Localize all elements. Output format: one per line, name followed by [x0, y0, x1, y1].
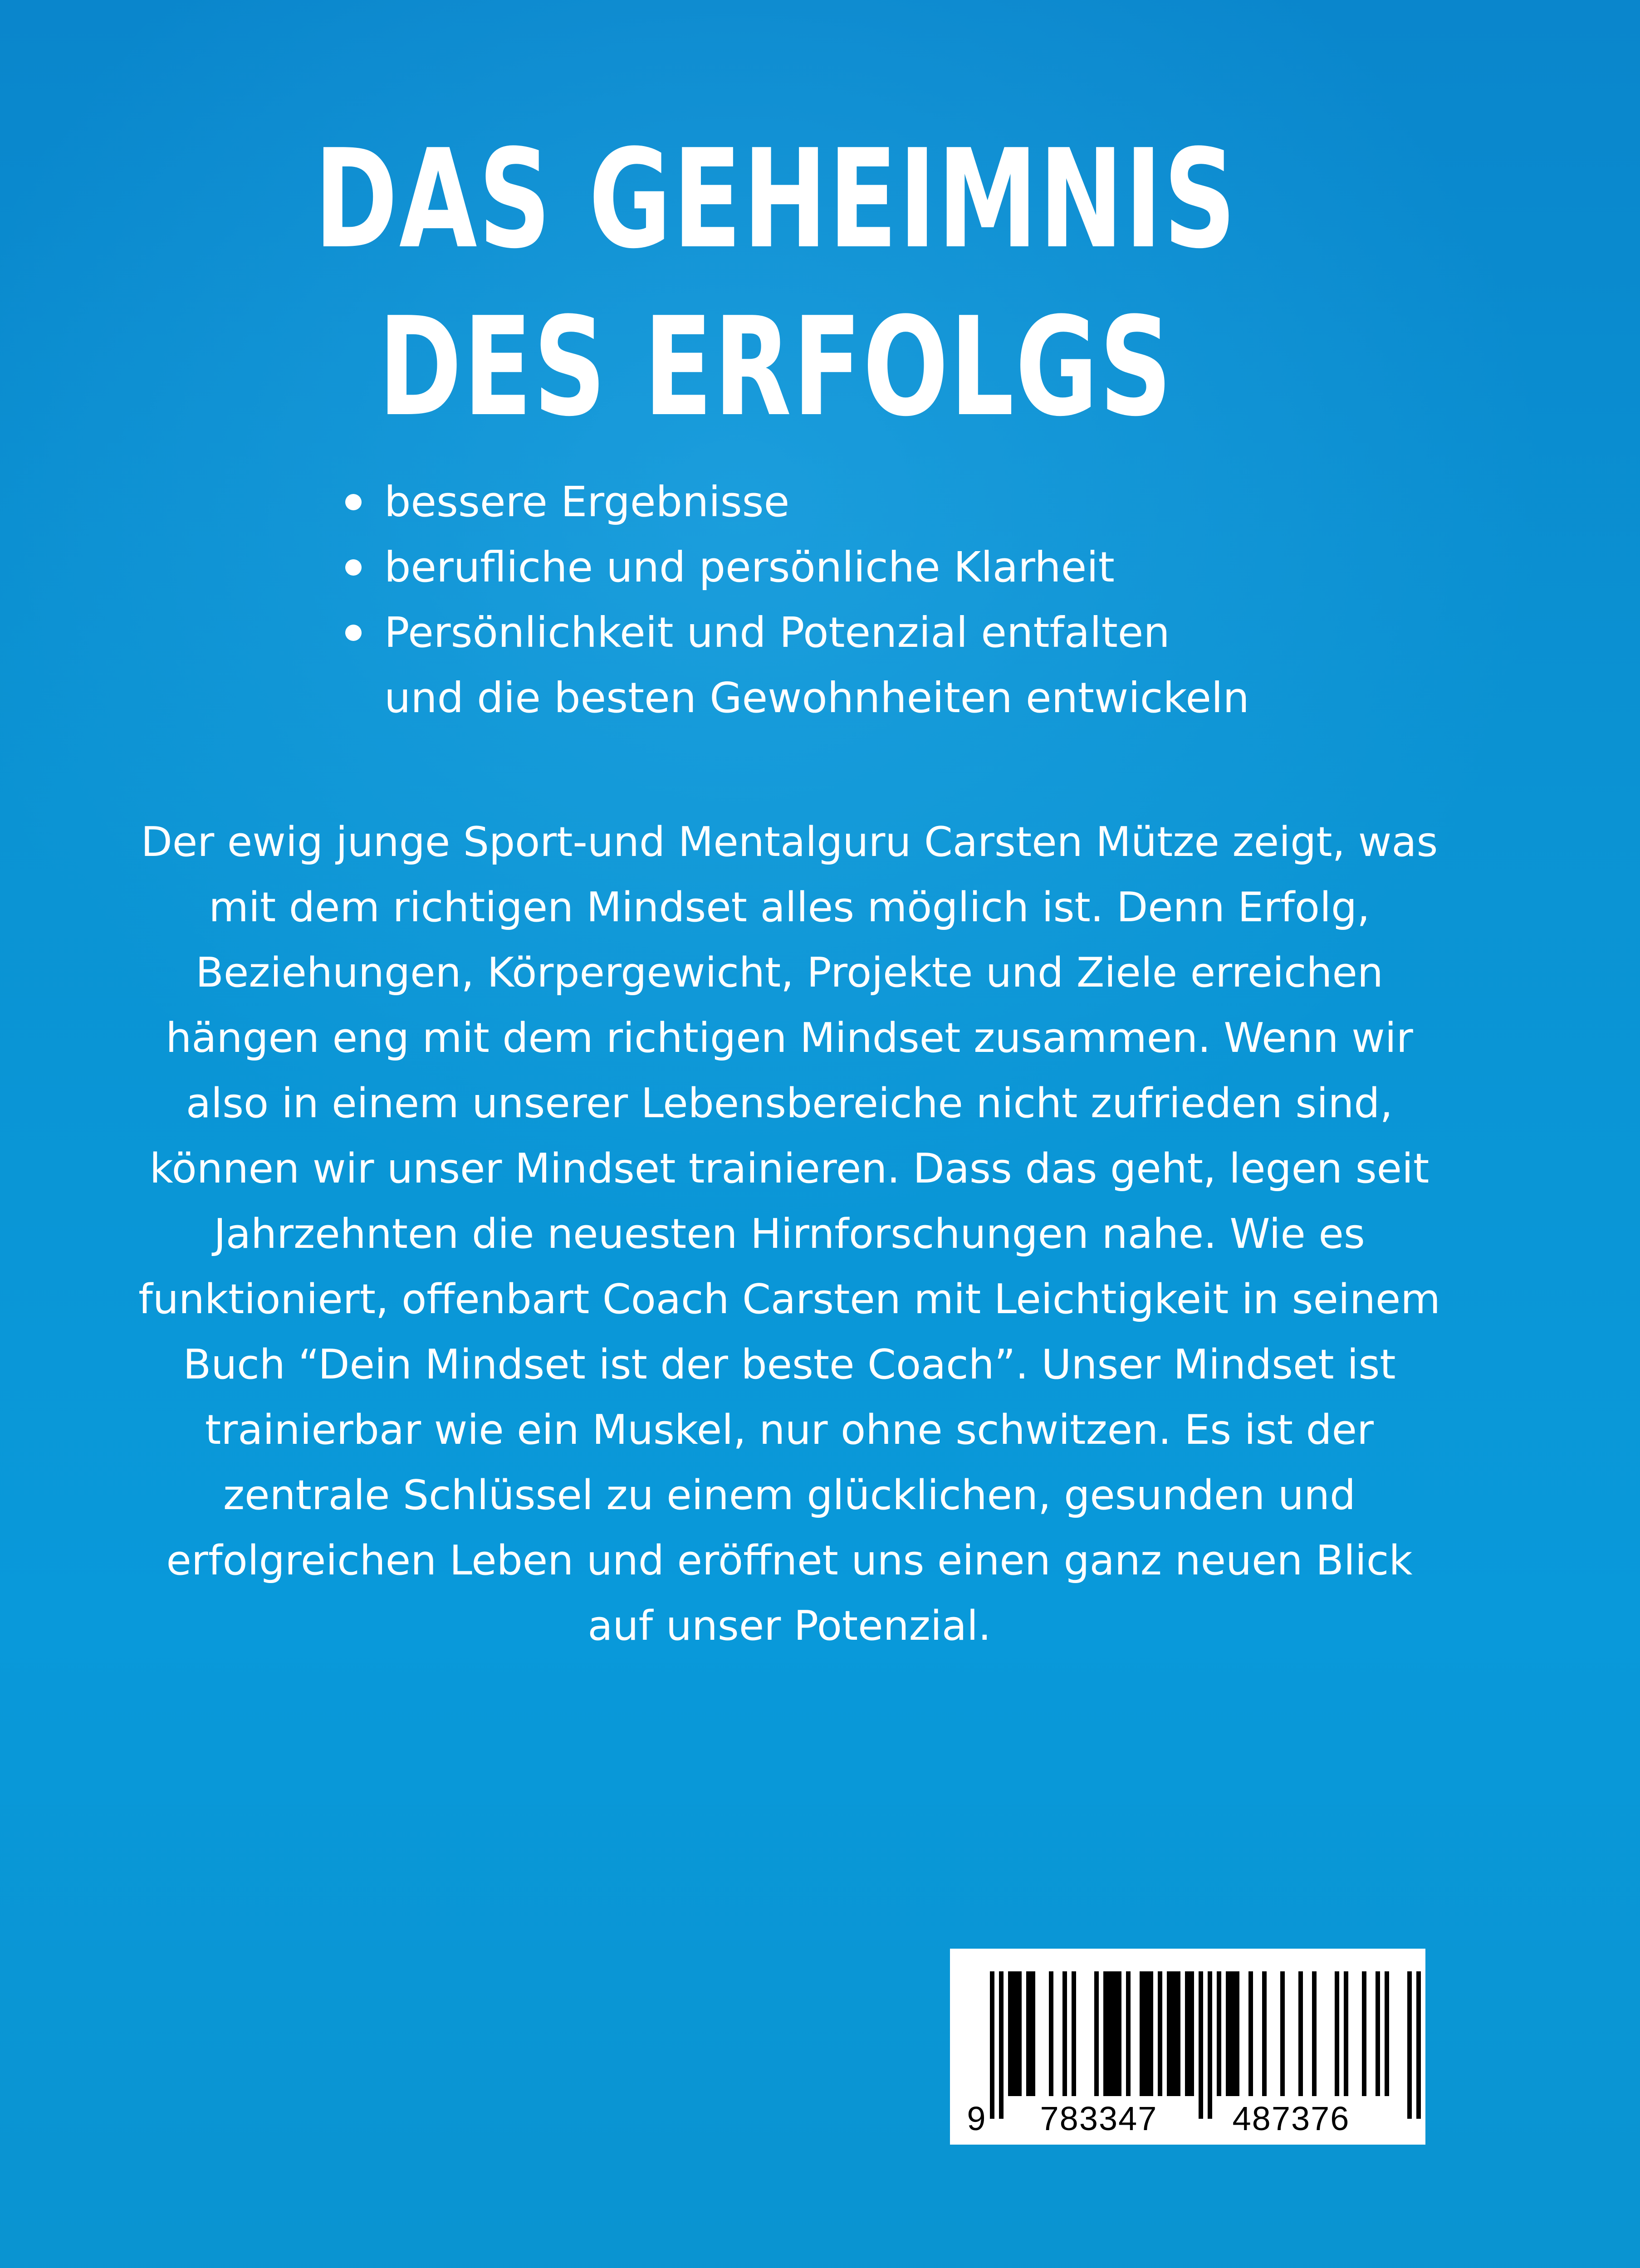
barcode-bar	[1344, 1971, 1348, 2096]
bullet-dot-icon	[345, 559, 362, 576]
barcode-first-digit: 9	[967, 2100, 986, 2137]
barcode-bar	[1335, 1971, 1339, 2096]
barcode-bar	[1226, 1971, 1239, 2096]
description-line: hängen eng mit dem richtigen Mindset zusammen. Wenn wir	[166, 1014, 1413, 1062]
description-line: auf unser Potenzial.	[587, 1602, 991, 1650]
description-line: Der ewig junge Sport-und Mentalguru Carsten Mütze zeigt, was	[141, 818, 1438, 866]
barcode-bar	[1262, 1971, 1267, 2096]
title-line-2: DES ERFOLGS	[378, 288, 1174, 446]
list-item-text: bessere Ergebnisse	[384, 478, 790, 526]
barcode-bar	[1362, 1971, 1366, 2096]
bullet-dot-icon	[345, 625, 362, 641]
barcode-guard-bar	[1416, 1971, 1421, 2119]
description-line: Beziehungen, Körpergewicht, Projekte und Ziele erreichen	[196, 949, 1383, 997]
barcode-bar	[1167, 1971, 1180, 2096]
barcode-guard-bar	[1199, 1971, 1203, 2119]
title-line-1: DAS GEHEIMNIS	[314, 120, 1238, 279]
description-line: erfolgreichen Leben und eröffnet uns einen ganz neuen Blick	[166, 1537, 1413, 1584]
list-item	[343, 469, 1249, 535]
bullet-dot-icon	[345, 494, 362, 510]
barcode-bars	[990, 1971, 1421, 2119]
barcode-bar	[1376, 1971, 1380, 2096]
description-line: funktioniert, offenbart Coach Carsten mit Leichtigkeit in seinem	[138, 1276, 1440, 1323]
barcode-bar	[1298, 1971, 1303, 2096]
description-line: zentrale Schlüssel zu einem glücklichen, gesunden und	[223, 1471, 1356, 1519]
barcode-bar	[1026, 1971, 1035, 2096]
description-line: also in einem unserer Lebensbereiche nicht zufrieden sind,	[186, 1080, 1393, 1127]
list-item-text: berufliche und persönliche Klarheit	[384, 543, 1115, 591]
description-line: können wir unser Mindset trainieren. Dass das geht, legen seit	[149, 1145, 1429, 1193]
barcode-bar	[1158, 1971, 1162, 2096]
list-item	[343, 600, 1249, 731]
barcode-bar	[1140, 1971, 1153, 2096]
list-item-text-continued: und die besten Gewohnheiten entwickeln	[384, 674, 1249, 722]
barcode-bar	[1049, 1971, 1053, 2096]
barcode-bar	[1248, 1971, 1253, 2096]
cover-title	[202, 116, 1350, 451]
barcode-graphic	[950, 1949, 1425, 2145]
barcode-bar	[1094, 1971, 1099, 2096]
barcode-bar	[1217, 1971, 1221, 2096]
barcode-bar	[1185, 1971, 1194, 2096]
barcode-guard-bar	[1208, 1971, 1212, 2119]
description-line: Buch “Dein Mindset ist der beste Coach”. Unser Mindset ist	[183, 1341, 1396, 1388]
barcode-bar	[1312, 1971, 1317, 2096]
benefit-list	[343, 469, 1249, 731]
book-description	[68, 810, 1511, 1659]
barcode-bar	[1062, 1971, 1067, 2096]
list-item-text: Persönlichkeit und Potenzial entfalten	[384, 608, 1170, 657]
description-line: trainierbar wie ein Muskel, nur ohne schwitzen. Es ist der	[205, 1406, 1374, 1454]
barcode-bar	[1103, 1971, 1121, 2096]
barcode-bar	[1008, 1971, 1022, 2096]
barcode-guard-bar	[999, 1971, 1004, 2119]
barcode-bar	[1126, 1971, 1131, 2096]
list-item	[343, 535, 1249, 600]
barcode-left-digits: 783347	[1040, 2100, 1158, 2137]
description-line: mit dem richtigen Mindset alles möglich ist. Denn Erfolg,	[209, 884, 1370, 931]
description-line: Jahrzehnten die neuesten Hirnforschungen nahe. Wie es	[214, 1210, 1365, 1258]
barcode-bar	[1280, 1971, 1285, 2096]
barcode-guard-bar	[990, 1971, 994, 2119]
barcode-guard-bar	[1407, 1971, 1412, 2119]
barcode-bar	[1072, 1971, 1076, 2096]
isbn-barcode	[950, 1949, 1425, 2145]
barcode-right-digits: 487376	[1232, 2100, 1350, 2137]
barcode-bar	[1385, 1971, 1389, 2096]
